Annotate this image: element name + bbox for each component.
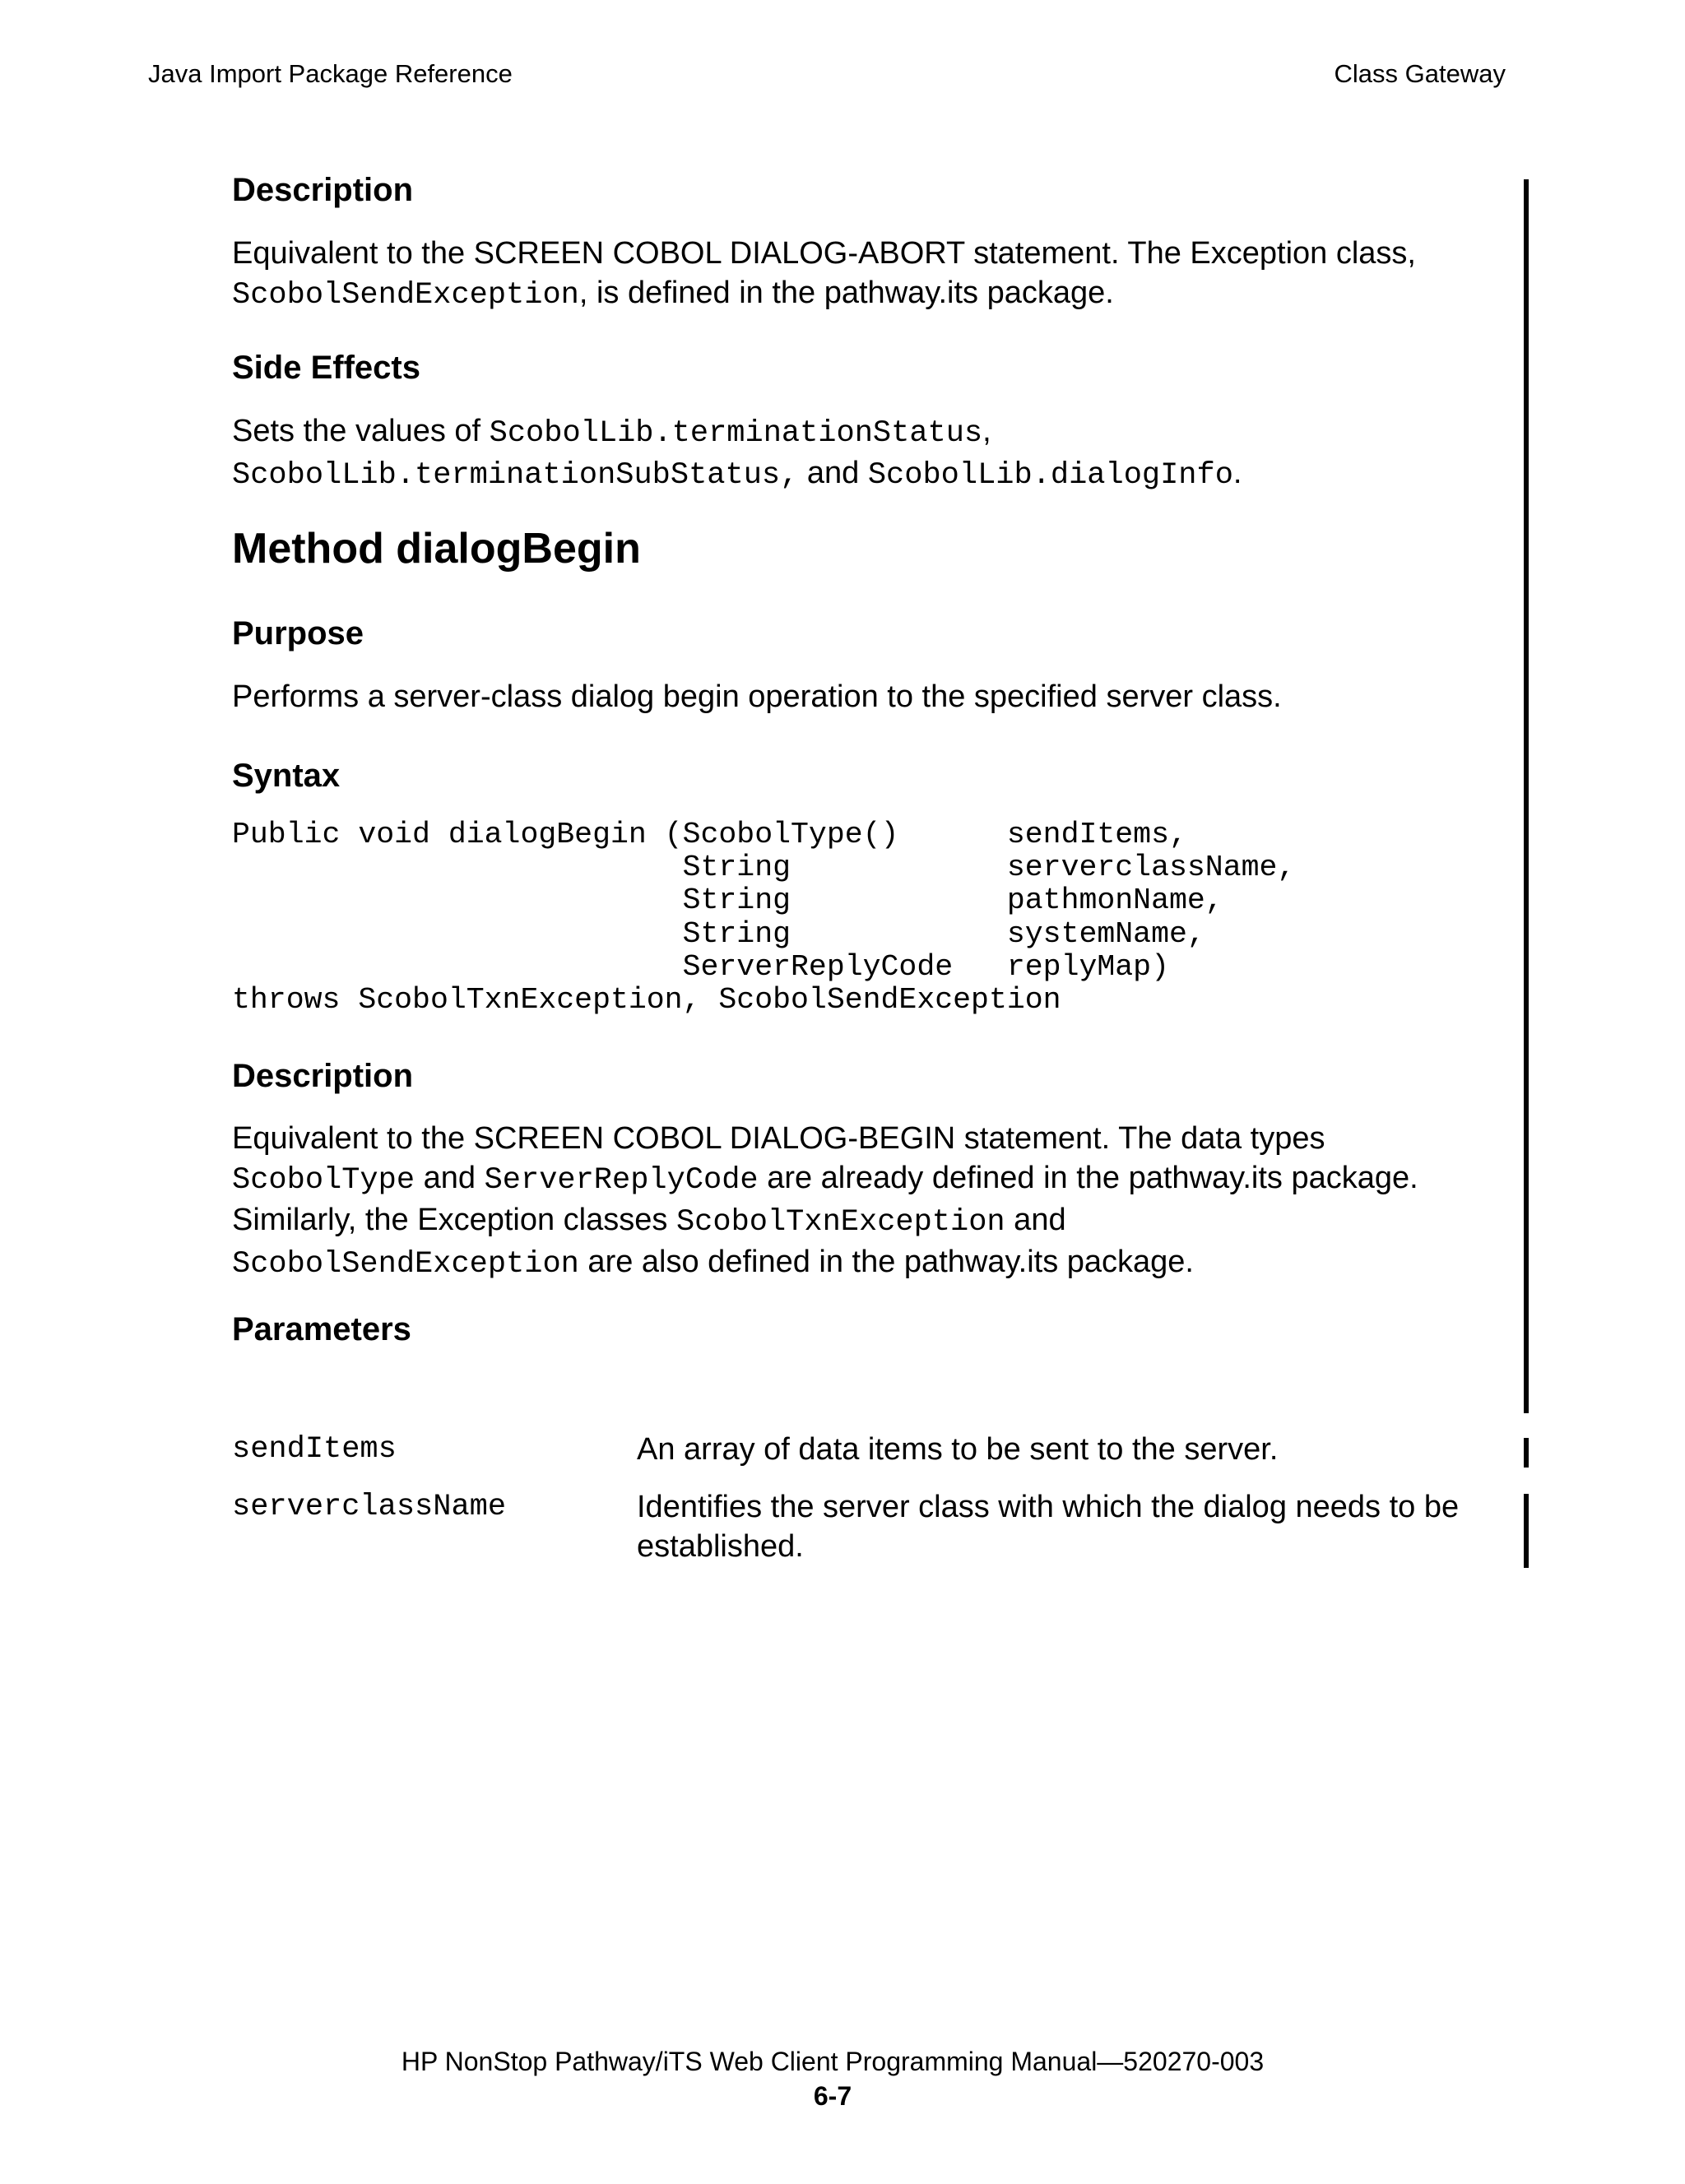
param-desc-senditems: An array of data items to be sent to the server. — [637, 1432, 1279, 1467]
code-serverreplycode: ServerReplyCode — [484, 1163, 759, 1198]
description-line-2: ScobolSendException, is defined in the pathway.its package. — [232, 276, 1114, 313]
description2-heading: Description — [232, 1058, 414, 1094]
code-scobolsendexception: ScobolSendException — [232, 278, 579, 313]
param-name-senditems: sendItems — [232, 1432, 397, 1467]
footer-manual-title: HP NonStop Pathway/iTS Web Client Programming Manual—520270-003 — [401, 2047, 1265, 2076]
description2-line-1: Equivalent to the SCREEN COBOL DIALOG-BEGIN statement. The data types — [232, 1121, 1325, 1156]
change-bar-serverclassname — [1524, 1494, 1529, 1568]
param-name-serverclassname: serverclassName — [232, 1490, 507, 1524]
description-line-1: Equivalent to the SCREEN COBOL DIALOG-ABORT statement. The Exception class, — [232, 236, 1416, 271]
code-dialog-info: ScobolLib.dialogInfo — [867, 458, 1233, 493]
method-title: Method dialogBegin — [232, 525, 641, 573]
description-heading: Description — [232, 172, 414, 208]
side-effects-paragraph — [232, 411, 1242, 495]
description2-paragraph — [232, 1119, 1418, 1284]
code-termination-status: ScobolLib.terminationStatus — [489, 416, 983, 451]
side-effects-line-2: ScobolLib.terminationSubStatus, and ScobolLib.dialogInfo. — [232, 456, 1242, 493]
param-desc-serverclassname: Identifies the server class with which the dialog needs to be established. — [637, 1490, 1460, 1564]
description2-line-3: Similarly, the Exception classes ScobolTxnException and — [232, 1203, 1066, 1240]
purpose-heading: Purpose — [232, 615, 364, 651]
running-header-right: Class Gateway — [1334, 59, 1506, 88]
purpose-text: Performs a server-class dialog begin operation to the specified server class. — [232, 679, 1282, 714]
change-bar-main — [1524, 179, 1529, 1413]
footer-page-number: 6-7 — [813, 2081, 852, 2111]
code-scoboltxnexception: ScobolTxnException — [675, 1205, 1005, 1240]
syntax-heading: Syntax — [232, 758, 341, 794]
description2-line-4: ScobolSendException are also defined in the pathway.its package. — [232, 1245, 1194, 1282]
code-scoboltype: ScobolType — [232, 1163, 415, 1198]
running-header-left: Java Import Package Reference — [148, 59, 513, 88]
parameters-heading: Parameters — [232, 1311, 411, 1347]
syntax-code-block: Public void dialogBegin (ScobolType() sendItems, String serverclassName, String pathmonName, String systemName, ServerReplyCode replyMap) throws ScobolTxnException, ScobolSendException — [232, 818, 1296, 1018]
side-effects-heading: Side Effects — [232, 350, 420, 386]
change-bar-senditems — [1524, 1438, 1529, 1468]
description-paragraph — [232, 234, 1416, 315]
side-effects-line-1: Sets the values of ScobolLib.terminationStatus, — [232, 414, 991, 451]
code-scobolsendexception-2: ScobolSendException — [232, 1247, 579, 1282]
description2-line-2: ScobolType and ServerReplyCode are already defined in the pathway.its package. — [232, 1161, 1418, 1198]
code-termination-substatus: ScobolLib.terminationSubStatus, — [232, 458, 799, 493]
